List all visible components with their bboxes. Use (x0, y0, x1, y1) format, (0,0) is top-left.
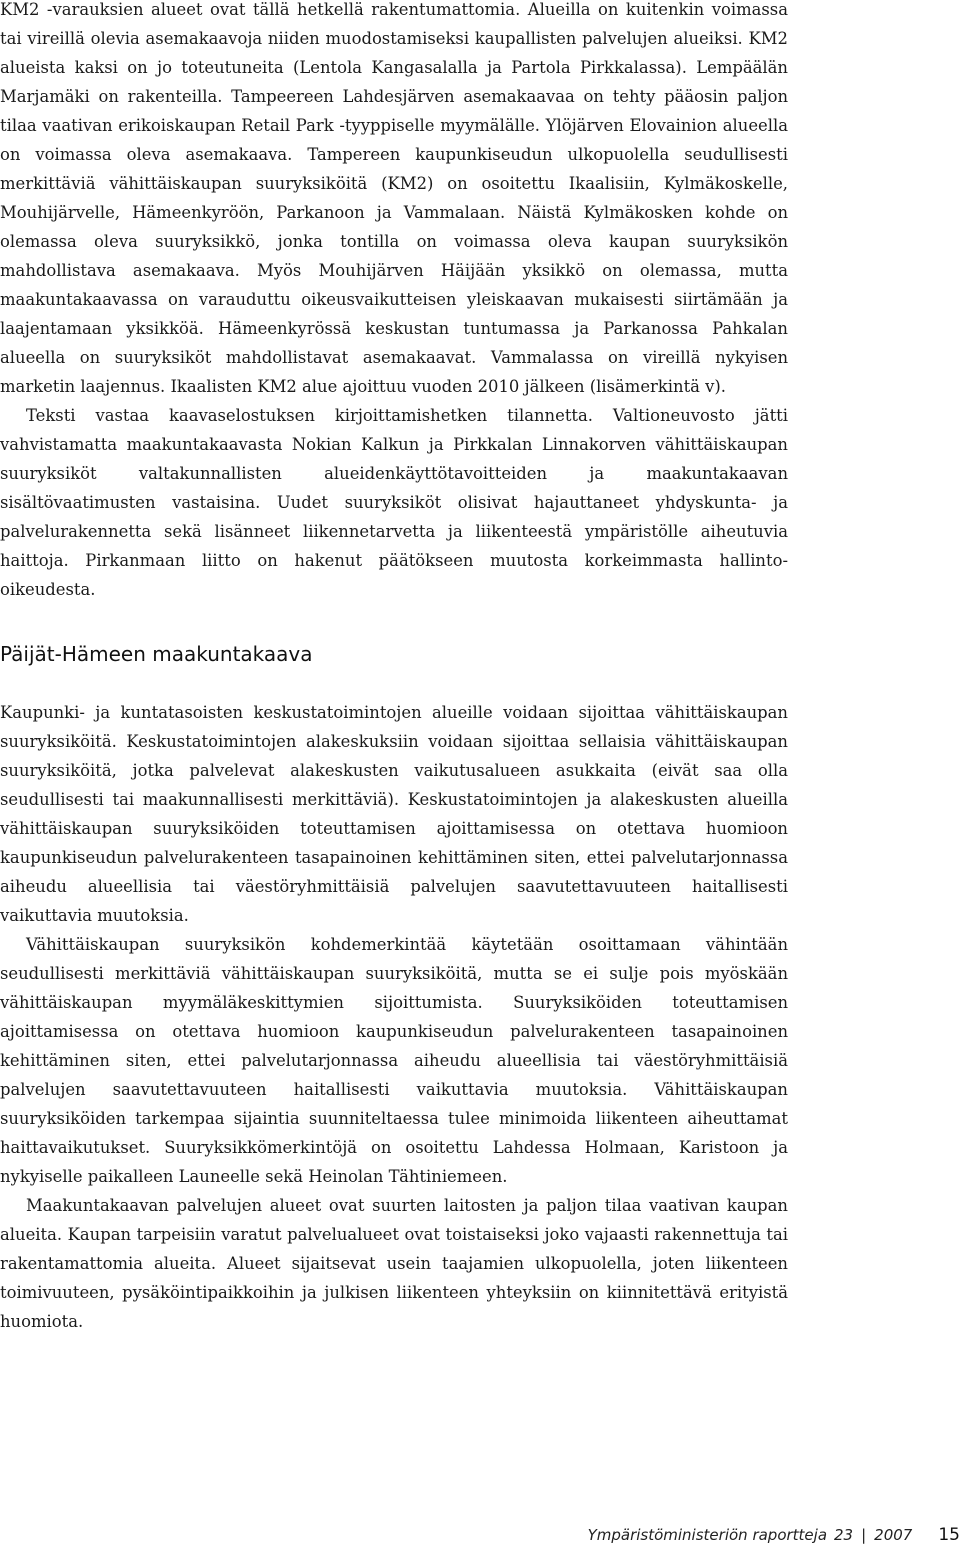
footer-separator: | (861, 1526, 867, 1544)
footer-issue: 23 (834, 1526, 854, 1544)
paragraph-km2-reservations: KM2 -varauksien alueet ovat tällä hetkellä rakentumattomia. Alueilla on kuitenkin voimassa tai vireillä olevia asemakaavoja niiden muodostamiseksi kaupallisten palvelujen alueiksi. KM2 alueista kaksi on jo toteutuneita (Lentola Kangasalalla ja Partola Pirkkalassa). Lempäälän Marjamäki on rakenteilla. Tampeereen Lahdesjärven asemakaavaa on tehty pääosin paljon tilaa vaativan erikoiskaupan Retail Park -tyyppiselle myymälälle. Ylöjärven Elovainion alueella on voimassa oleva asemakaava. Tampereen kaupunkiseudun ulkopuolella seudullisesti merkittäviä vähittäiskaupan suuryksiköitä (KM2) on osoitettu Ikaalisiin, Kylmäkoskelle, Mouhijärvelle, Hämeenkyröön, Parkanoon ja Vammalaan. Näistä Kylmäkosken kohde on olemassa oleva suuryksikkö, jonka tontilla on voimassa oleva kaupan suuryksikön mahdollistava asemakaava. Myös Mouhijärven Häijään yksikkö on olemassa, mutta maakuntakaavassa on varauduttu oikeusvaikutteisen yleiskaavan mukaisesti siirtämään ja laajentamaan yksikköä. Hämeenkyrössä keskustan tuntumassa ja Parkanossa Pahkalan alueella on suuryksiköt mahdollistavat asemakaavat. Vammalassa on vireillä nykyisen marketin laajennus. Ikaalisten KM2 alue ajoittuu vuoden 2010 jälkeen (lisämerkintä v). (0, 0, 788, 396)
paragraph-city-centres: Kaupunki- ja kuntatasoisten keskustatoimintojen alueille voidaan sijoittaa vähittäiskaupan suuryksiköitä. Keskustatoimintojen alakeskuksiin voidaan sijoittaa sellaisia vähittäiskaupan suuryksiköitä, jotka palvelevat alakeskusten vaikutusalueen asukkaita (eivät saa olla seudullisesti tai maakunnallisesti merkittäviä). Keskustatoimintojen ja alakeskusten alueilla vähittäiskaupan suuryksiköiden toteuttamisen ajoittamisessa on otettava huomioon kaupunkiseudun palvelurakenteen tasapainoinen kehittäminen siten, ettei palvelutarjonnassa aiheudu alueellisia tai väestöryhmittäisiä palvelujen saavutettavuuteen haitallisesti vaikuttavia muutoksia. (0, 703, 788, 925)
page-footer (588, 1525, 960, 1545)
footer-series: Ympäristöministeriön raportteja (587, 1526, 828, 1544)
section-heading: Päijät-Hämeen maakuntakaava (0, 642, 313, 666)
page-number: 15 (938, 1525, 960, 1545)
paragraph-retail-units: Vähittäiskaupan suuryksikön kohdemerkintää käytetään osoittamaan vähintään seudullisesti merkittäviä vähittäiskaupan suuryksiköitä, mutta se ei sulje pois myöskään vähittäiskaupan myymäläkeskittymien sijoittumista. Suuryksiköiden toteuttamisen ajoittamisessa on otettava huomioon kaupunkiseudun palvelurakenteen tasapainoinen kehittäminen siten, ettei palvelutarjonnassa aiheudu alueellisia tai väestöryhmittäisiä palvelujen saavutettavuuteen haitallisesti vaikuttavia muutoksia. Vähittäiskaupan suuryksiköiden tarkempaa sijaintia suunniteltaessa tulee minimoida liikenteen aiheuttamat haittavaikutukset. Suuryksikkömerkintöjä on osoitettu Lahdessa Holmaan, Karistoon ja nykyiselle paikalleen Launeelle sekä Heinolan Tähtiniemeen. (0, 935, 788, 1186)
paragraph-government-decision: Teksti vastaa kaavaselostuksen kirjoittamishetken tilannetta. Valtioneuvosto jätti vahvistamatta maakuntakaavasta Nokian Kalkun ja Pirkkalan Linnakorven vähittäiskaupan suuryksiköt valtakunnallisten alueidenkäyttötavoitteiden ja maakuntakaavan sisältövaatimusten vastaisina. Uudet suuryksiköt olisivat hajauttaneet yhdyskunta- ja palvelurakennetta sekä lisänneet liikennetarvetta ja liikenteestä ympäristölle aiheutuvia haittoja. Pirkanmaan liitto on hakenut päätökseen muutosta korkeimmasta hallinto-oikeudesta. (0, 406, 788, 599)
footer-year: 2007 (874, 1526, 913, 1544)
paragraph-service-areas: Maakuntakaavan palvelujen alueet ovat suurten laitosten ja paljon tilaa vaativan kaupan alueita. Kaupan tarpeisiin varatut palvelualueet ovat toistaiseksi joko vajaasti rakennettuja tai rakentamattomia alueita. Alueet sijaitsevat usein taajamien ulkopuolella, joten liikenteen toimivuuteen, pysäköintipaikkoihin ja julkisen liikenteen yhteyksiin on kiinnitettävä erityistä huomiota. (0, 1196, 788, 1331)
